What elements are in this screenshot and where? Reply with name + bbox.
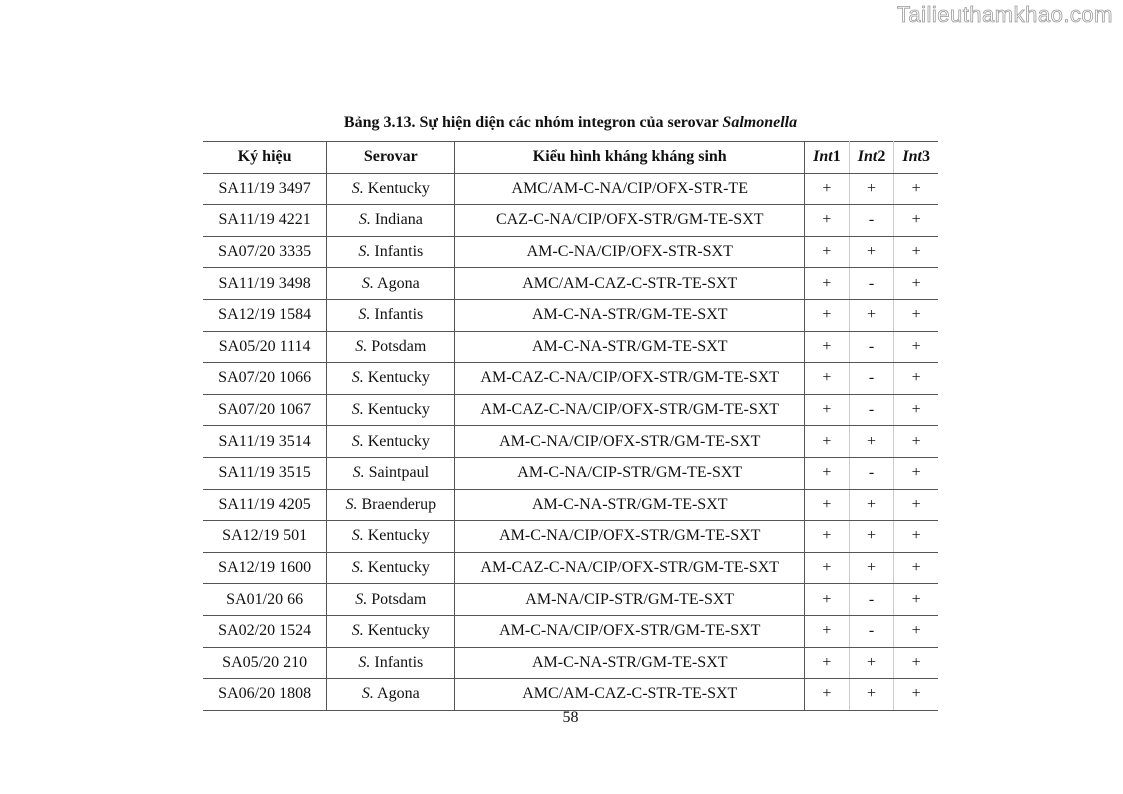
caption-text: Bảng 3.13. Sự hiện diện các nhóm integron của serovar <box>343 114 723 131</box>
genus-abbrev: S. <box>351 527 364 545</box>
serovar-name: Kentucky <box>367 179 430 197</box>
cell-serovar <box>327 394 455 426</box>
cell-int3: + <box>894 173 938 205</box>
cell-int1: + <box>805 552 850 584</box>
cell-int1: + <box>805 394 850 426</box>
cell-int3: + <box>894 426 938 458</box>
cell-int3: + <box>894 268 938 300</box>
genus-abbrev: S. <box>355 337 368 355</box>
cell-int2: + <box>849 299 894 331</box>
cell-phenotype: AM-NA/CIP-STR/GM-TE-SXT <box>455 584 805 616</box>
table-row <box>203 299 938 331</box>
cell-phenotype: AM-C-NA-STR/GM-TE-SXT <box>455 331 805 363</box>
serovar-name: Kentucky <box>367 401 430 419</box>
cell-serovar <box>327 173 455 205</box>
cell-int2: - <box>849 268 894 300</box>
cell-int3: + <box>894 236 938 268</box>
cell-int1: + <box>805 647 850 679</box>
genus-abbrev: S. <box>352 464 365 482</box>
page-number: 58 <box>562 709 579 726</box>
genus-abbrev: S. <box>351 622 364 640</box>
cell-phenotype: AM-C-NA-STR/GM-TE-SXT <box>455 647 805 679</box>
cell-int2: - <box>849 205 894 237</box>
cell-id: SA05/20 210 <box>203 647 327 679</box>
cell-int1: + <box>805 521 850 553</box>
cell-int3: + <box>894 552 938 584</box>
serovar-name: Kentucky <box>367 559 430 577</box>
cell-int2: + <box>849 426 894 458</box>
cell-int1: + <box>805 173 850 205</box>
table-body <box>203 173 938 710</box>
cell-serovar <box>327 552 455 584</box>
cell-int2: - <box>849 363 894 395</box>
cell-id: SA12/19 501 <box>203 521 327 553</box>
cell-int3: + <box>894 299 938 331</box>
cell-serovar <box>327 426 455 458</box>
cell-id: SA11/19 3498 <box>203 268 327 300</box>
serovar-name: Infantis <box>374 653 424 671</box>
serovar-name: Braenderup <box>361 495 437 513</box>
cell-int3: + <box>894 521 938 553</box>
table-row <box>203 647 938 679</box>
cell-int3: + <box>894 205 938 237</box>
cell-int1: + <box>805 457 850 489</box>
cell-phenotype: AM-C-NA-STR/GM-TE-SXT <box>455 299 805 331</box>
cell-id: SA06/20 1808 <box>203 679 327 711</box>
cell-phenotype: CAZ-C-NA/CIP/OFX-STR/GM-TE-SXT <box>455 205 805 237</box>
header-int1: Int1 <box>805 142 850 174</box>
header-phenotype: Kiểu hình kháng kháng sinh <box>455 142 805 174</box>
cell-int1: + <box>805 236 850 268</box>
cell-int1: + <box>805 426 850 458</box>
cell-phenotype: AM-C-NA-STR/GM-TE-SXT <box>455 489 805 521</box>
cell-id: SA05/20 1114 <box>203 331 327 363</box>
cell-int3: + <box>894 584 938 616</box>
cell-int2: + <box>849 552 894 584</box>
cell-id: SA02/20 1524 <box>203 615 327 647</box>
serovar-name: Agona <box>377 274 420 292</box>
cell-serovar <box>327 268 455 300</box>
cell-id: SA11/19 3515 <box>203 457 327 489</box>
cell-int1: + <box>805 268 850 300</box>
cell-int3: + <box>894 615 938 647</box>
header-id: Ký hiệu <box>203 142 327 174</box>
cell-id: SA12/19 1600 <box>203 552 327 584</box>
table-row <box>203 173 938 205</box>
cell-id: SA11/19 3514 <box>203 426 327 458</box>
serovar-name: Saintpaul <box>368 464 430 482</box>
cell-int2: - <box>849 615 894 647</box>
cell-int3: + <box>894 489 938 521</box>
cell-int1: + <box>805 331 850 363</box>
cell-phenotype: AMC/AM-C-NA/CIP/OFX-STR-TE <box>455 173 805 205</box>
cell-int1: + <box>805 489 850 521</box>
cell-phenotype: AM-CAZ-C-NA/CIP/OFX-STR/GM-TE-SXT <box>455 394 805 426</box>
table-row <box>203 615 938 647</box>
cell-id: SA11/19 3497 <box>203 173 327 205</box>
table-row <box>203 489 938 521</box>
cell-int3: + <box>894 363 938 395</box>
cell-serovar <box>327 331 455 363</box>
cell-int1: + <box>805 205 850 237</box>
header-serovar: Serovar <box>327 142 455 174</box>
cell-serovar <box>327 205 455 237</box>
table-row <box>203 268 938 300</box>
table-row <box>203 521 938 553</box>
genus-abbrev: S. <box>351 401 364 419</box>
serovar-name: Kentucky <box>367 527 430 545</box>
cell-int3: + <box>894 457 938 489</box>
cell-int2: + <box>849 489 894 521</box>
table-row <box>203 394 938 426</box>
cell-serovar <box>327 299 455 331</box>
genus-abbrev: S. <box>361 685 374 703</box>
cell-int3: + <box>894 331 938 363</box>
genus-abbrev: S. <box>355 590 368 608</box>
cell-int3: + <box>894 679 938 711</box>
table-header-row <box>203 142 938 174</box>
cell-phenotype: AMC/AM-CAZ-C-STR-TE-SXT <box>455 268 805 300</box>
cell-int2: + <box>849 521 894 553</box>
caption-genus: Salmonella <box>722 114 798 131</box>
table-row <box>203 426 938 458</box>
serovar-name: Infantis <box>374 243 424 261</box>
serovar-name: Potsdam <box>371 590 427 608</box>
watermark-text: Tailieuthamkhao.com <box>896 2 1113 27</box>
genus-abbrev: S. <box>345 495 358 513</box>
genus-abbrev: S. <box>351 559 364 577</box>
serovar-name: Kentucky <box>367 432 430 450</box>
cell-phenotype: AM-C-NA/CIP/OFX-STR/GM-TE-SXT <box>455 426 805 458</box>
cell-id: SA07/20 1066 <box>203 363 327 395</box>
table-row <box>203 552 938 584</box>
cell-serovar <box>327 521 455 553</box>
cell-int2: + <box>849 647 894 679</box>
cell-serovar <box>327 363 455 395</box>
cell-int2: - <box>849 394 894 426</box>
cell-serovar <box>327 647 455 679</box>
cell-id: SA07/20 1067 <box>203 394 327 426</box>
cell-int2: + <box>849 173 894 205</box>
cell-phenotype: AM-C-NA/CIP/OFX-STR/GM-TE-SXT <box>455 615 805 647</box>
cell-int1: + <box>805 679 850 711</box>
genus-abbrev: S. <box>358 243 371 261</box>
cell-int3: + <box>894 394 938 426</box>
cell-int3: + <box>894 647 938 679</box>
cell-id: SA11/19 4205 <box>203 489 327 521</box>
cell-serovar <box>327 584 455 616</box>
serovar-name: Potsdam <box>371 337 427 355</box>
genus-abbrev: S. <box>351 179 364 197</box>
table-row <box>203 331 938 363</box>
serovar-name: Agona <box>377 685 420 703</box>
serovar-name: Kentucky <box>367 622 430 640</box>
cell-int2: + <box>849 236 894 268</box>
table-row <box>203 236 938 268</box>
integron-table <box>203 141 938 711</box>
cell-int1: + <box>805 615 850 647</box>
header-int2: Int2 <box>849 142 894 174</box>
table-row <box>203 457 938 489</box>
serovar-name: Infantis <box>374 306 424 324</box>
cell-id: SA11/19 4221 <box>203 205 327 237</box>
cell-int1: + <box>805 363 850 395</box>
serovar-name: Indiana <box>374 211 423 229</box>
cell-int2: - <box>849 331 894 363</box>
cell-int2: - <box>849 457 894 489</box>
genus-abbrev: S. <box>351 369 364 387</box>
table-row <box>203 205 938 237</box>
table-caption <box>203 114 938 132</box>
cell-serovar <box>327 457 455 489</box>
serovar-name: Kentucky <box>367 369 430 387</box>
cell-phenotype: AM-C-NA/CIP/OFX-STR/GM-TE-SXT <box>455 521 805 553</box>
cell-int2: + <box>849 679 894 711</box>
cell-phenotype: AM-C-NA/CIP/OFX-STR-SXT <box>455 236 805 268</box>
cell-id: SA01/20 66 <box>203 584 327 616</box>
cell-phenotype: AM-C-NA/CIP-STR/GM-TE-SXT <box>455 457 805 489</box>
cell-phenotype: AM-CAZ-C-NA/CIP/OFX-STR/GM-TE-SXT <box>455 363 805 395</box>
genus-abbrev: S. <box>358 211 371 229</box>
cell-serovar <box>327 489 455 521</box>
header-int3: Int3 <box>894 142 938 174</box>
cell-serovar <box>327 236 455 268</box>
table-row <box>203 363 938 395</box>
table-row <box>203 679 938 711</box>
table-row <box>203 584 938 616</box>
cell-int1: + <box>805 299 850 331</box>
genus-abbrev: S. <box>351 432 364 450</box>
cell-phenotype: AMC/AM-CAZ-C-STR-TE-SXT <box>455 679 805 711</box>
cell-id: SA12/19 1584 <box>203 299 327 331</box>
cell-id: SA07/20 3335 <box>203 236 327 268</box>
genus-abbrev: S. <box>358 306 371 324</box>
cell-int2: - <box>849 584 894 616</box>
cell-serovar <box>327 615 455 647</box>
genus-abbrev: S. <box>361 274 374 292</box>
genus-abbrev: S. <box>358 653 371 671</box>
cell-serovar <box>327 679 455 711</box>
cell-int1: + <box>805 584 850 616</box>
cell-phenotype: AM-CAZ-C-NA/CIP/OFX-STR/GM-TE-SXT <box>455 552 805 584</box>
